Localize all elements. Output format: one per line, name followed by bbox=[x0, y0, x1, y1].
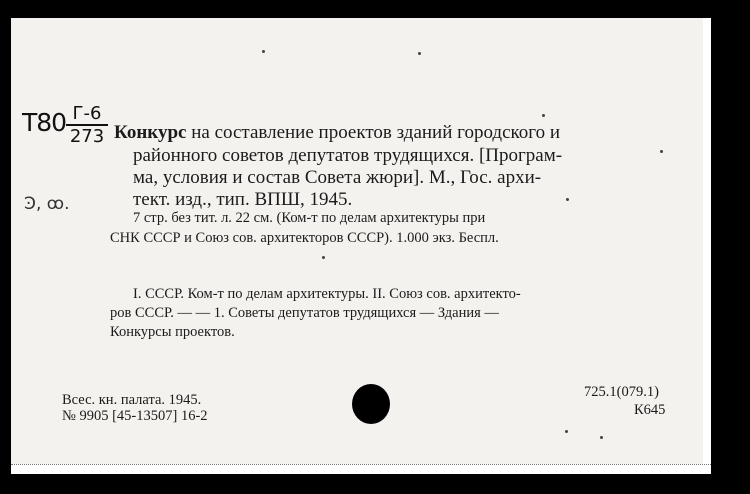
description-line-2: СНК СССР и Союз сов. архитекторов СССР). 1.000 экз. Беспл. bbox=[110, 230, 499, 246]
call-number-fraction bbox=[66, 104, 108, 148]
title-line-1-rest: на составление проектов зданий городского и bbox=[186, 122, 561, 143]
call-number-bottom: 273 bbox=[69, 126, 105, 147]
title-line-1 bbox=[114, 122, 560, 144]
speck bbox=[418, 52, 421, 55]
speck bbox=[566, 198, 569, 201]
card-bottom-edge bbox=[11, 464, 711, 474]
subject-line-2: ров СССР. — — 1. Советы депутатов трудящихся — Здания — bbox=[110, 305, 499, 321]
udc-code: 725.1(079.1) bbox=[584, 384, 659, 400]
author-mark: К645 bbox=[634, 402, 666, 418]
subject-line-3: Конкурсы проектов. bbox=[110, 324, 235, 340]
chamber-line-2: № 9905 [45-13507] 16-2 bbox=[62, 408, 208, 424]
title-line-4: тект. изд., тип. ВПШ, 1945. bbox=[133, 189, 353, 210]
title-first-word: Конкурс bbox=[114, 122, 187, 143]
margin-handwritten-mark: Ͽ, ꝏ. bbox=[24, 194, 70, 214]
title-line-2: районного советов депутатов трудящихся. [Програм- bbox=[133, 145, 563, 166]
speck bbox=[322, 256, 325, 259]
speck bbox=[542, 114, 545, 117]
subject-line-1: I. СССР. Ком-т по делам архитектуры. II. Союз сов. архитекто- bbox=[133, 286, 521, 302]
description-line-1: 7 стр. без тит. л. 22 см. (Ком-т по делам архитектуры при bbox=[133, 210, 486, 226]
speck bbox=[565, 430, 568, 433]
title-line-3: ма, условия и состав Совета жюри]. М., Гос. архи- bbox=[133, 167, 542, 188]
speck bbox=[262, 50, 265, 53]
ink-blot bbox=[352, 384, 390, 424]
speck bbox=[660, 150, 663, 153]
card-edge bbox=[703, 18, 711, 464]
call-number-top: Г-6 bbox=[66, 104, 108, 126]
speck bbox=[600, 436, 603, 439]
call-number-prefix: Т80 bbox=[22, 108, 67, 137]
chamber-line-1: Всес. кн. палата. 1945. bbox=[62, 392, 202, 408]
